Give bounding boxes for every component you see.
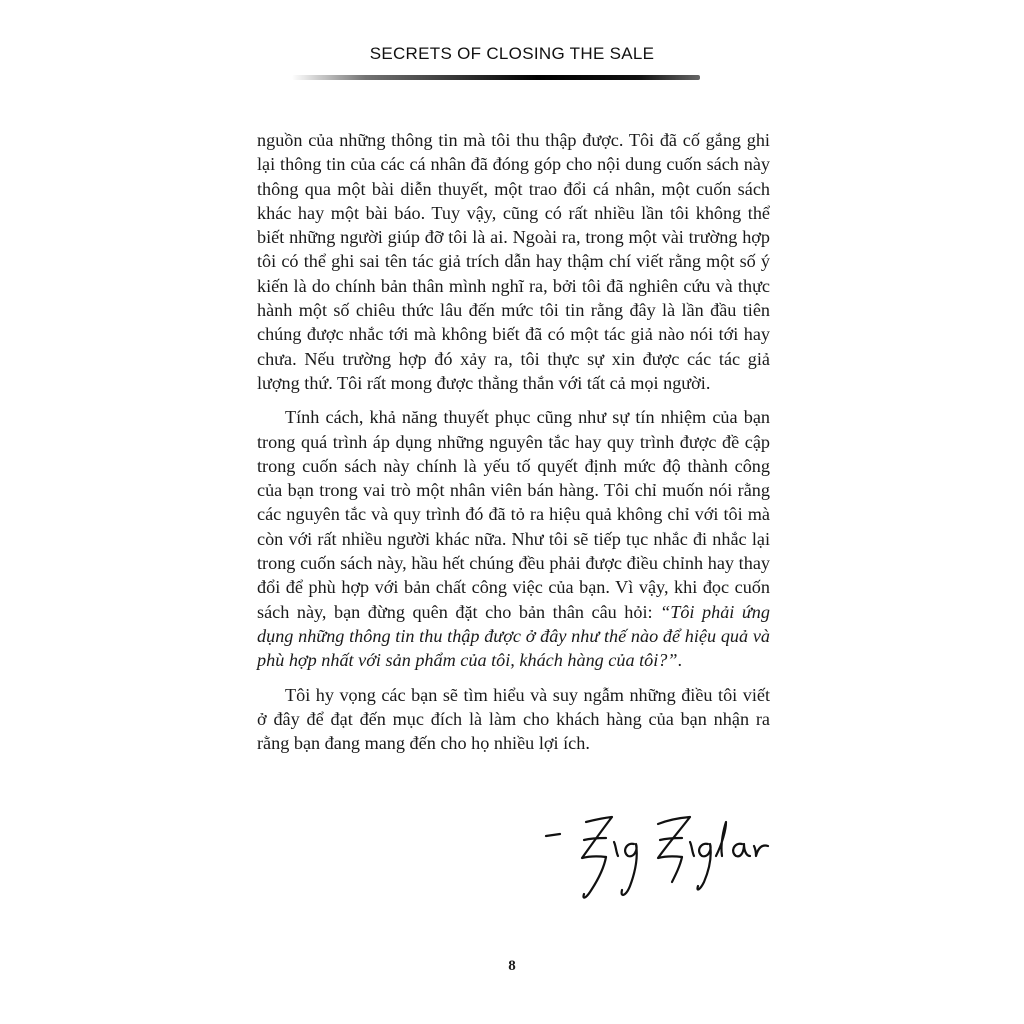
- paragraph-1: nguồn của những thông tin mà tôi thu thập được. Tôi đã cố gắng ghi lại thông tin của các cá nhân đã đóng góp cho nội dung cuốn sách này thông qua một bài diễn thuyết, một trao đổi cá nhân, một cuốn sách khác hay một bài báo. Tuy vậy, cũng có rất nhiều lần tôi không thể biết những người giúp đỡ tôi là ai. Ngoài ra, trong một vài trường hợp tôi có thể ghi sai tên tác giả trích dẫn hay thậm chí viết rằng một số ý kiến là do chính bản thân mình nghĩ ra, bởi tôi đã nghiên cứu và thực hành một số chiêu thức lâu đến mức tôi tin rằng đây là lần đầu tiên chúng được nhắc tới mà không biết đã có một tác giả nào nói tới hay chưa. Nếu trường hợp đó xảy ra, tôi thực sự xin được các tác giả lượng thứ. Tôi rất mong được thẳng thắn với tất cả mọi người.: [257, 130, 770, 393]
- paragraph-2-end: .: [677, 650, 683, 671]
- book-title-header: SECRETS OF CLOSING THE SALE: [369, 44, 655, 63]
- author-signature: [540, 800, 780, 910]
- paragraph-2: [257, 405, 770, 672]
- header-rule: [292, 75, 700, 80]
- body-text: [257, 128, 770, 755]
- page-number: 8: [508, 958, 516, 974]
- running-header: [0, 44, 1024, 64]
- paragraph-3: Tôi hy vọng các bạn sẽ tìm hiểu và suy ngẫm những điều tôi viết ở đây để đạt đến mục đích là làm cho khách hàng của bạn nhận ra rằng bạn đang mang đến cho họ nhiều lợi ích.: [257, 684, 770, 754]
- paragraph-2-text: Tính cách, khả năng thuyết phục cũng như sự tín nhiệm của bạn trong quá trình áp dụng những nguyên tắc hay quy trình được đề cập trong cuốn sách này chính là yếu tố quyết định mức độ thành công của bạn trong vai trò một nhân viên bán hàng. Tôi chỉ muốn nói rằng các nguyên tắc và quy trình đó đã tỏ ra hiệu quả không chỉ với tôi mà còn với rất nhiều người khác nữa. Như tôi sẽ tiếp tục nhắc đi nhắc lại trong cuốn sách này, hầu hết chúng đều phải được điều chỉnh hay thay đổi để phù hợp với bản chất công việc của bạn. Vì vậy, khi đọc cuốn sách này, bạn đừng quên đặt cho bản thân câu hỏi:: [257, 407, 770, 622]
- paragraph-2-quote: “Tôi phải ứng dụng những thông tin thu thập được ở đây như thế nào để hiệu quả và phù hợp nhất với sản phẩm của tôi, khách hàng của tôi?”: [257, 601, 770, 671]
